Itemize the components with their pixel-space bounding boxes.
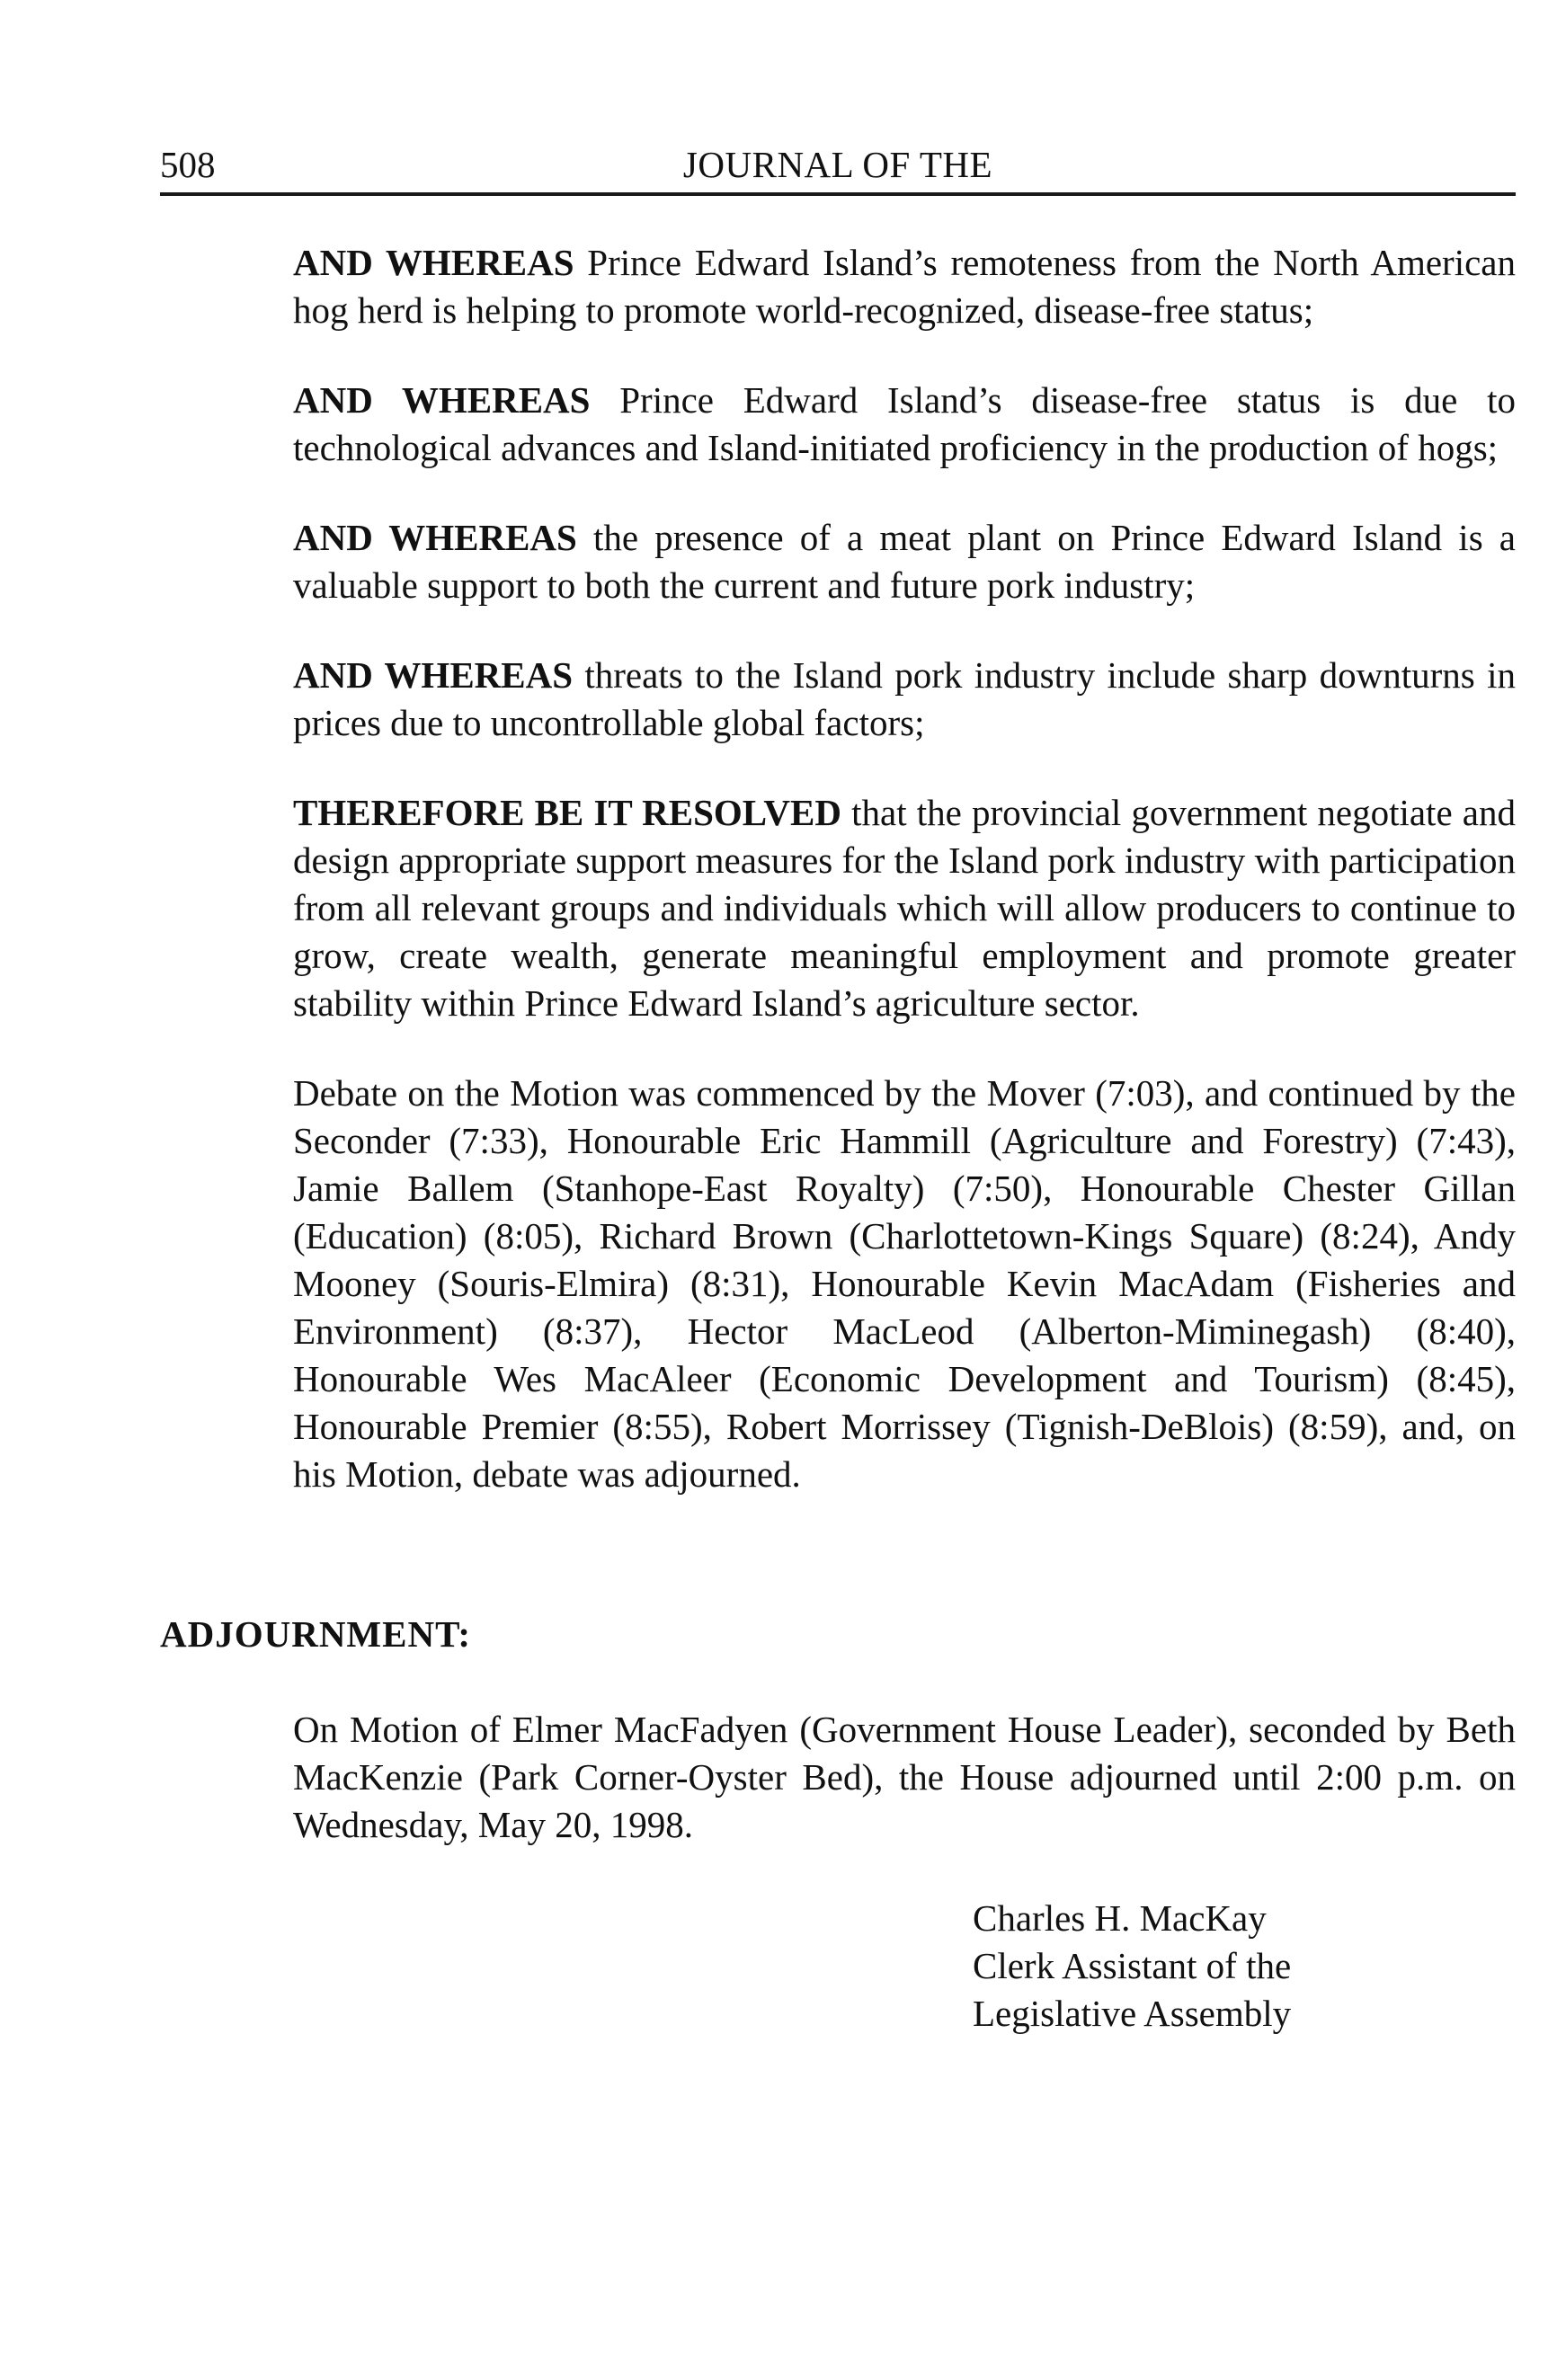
clause-lead: AND WHEREAS [293,242,574,283]
clause-text: threats to the Island pork industry include sharp downturns in prices due to uncontrollable global factors; [293,654,1516,743]
clause-lead: AND WHEREAS [293,379,591,421]
motion-body [293,239,1516,1541]
signature-block [973,1895,1291,2038]
clause-text: Prince Edward Island’s disease-free status is due to technological advances and Island-initiated proficiency in the production of hogs; [293,379,1516,468]
clause-text: Prince Edward Island’s remoteness from the North American hog herd is helping to promote world-recognized, disease-free status; [293,242,1516,331]
running-head [160,142,1516,196]
whereas-clause-2 [293,377,1516,472]
whereas-clause-3 [293,514,1516,609]
debate-paragraph: Debate on the Motion was commenced by the Mover (7:03), and continued by the Seconder (7:33), Honourable Eric Hammill (Agriculture and Forestry) (7:43), Jamie Ballem (Stanhope-East Royalty) (7:50), Honourable Chester Gillan (Education) (8:05), Richard Brown (Charlottetown-Kings Square) (8:24), Andy Mooney (Souris-Elmira) (8:31), Honourable Kevin MacAdam (Fisheries and Environment) (8:37), Hector MacLeod (Alberton-Miminegash) (8:40), Honourable Wes MacAleer (Economic Development and Tourism) (8:45), Honourable Premier (8:55), Robert Morrissey (Tignish-DeBlois) (8:59), and, on his Motion, debate was adjourned. [293,1072,1516,1495]
journal-title: JOURNAL OF THE [682,144,993,185]
clause-text: that the provincial government negotiate and design appropriate support measures for the Island pork industry with participation from all relevant groups and individuals which will allow producers to continue to grow, create wealth, generate meaningful employment and promote greater stability within Prince Edward Island’s agriculture sector. [293,792,1517,1024]
page-number: 508 [160,144,216,185]
adjournment-paragraph: On Motion of Elmer MacFadyen (Government House Leader), seconded by Beth MacKenzie (Park Corner-Oyster Bed), the House adjourned until 2:00 p.m. on Wednesday, May 20, 1998. [293,1709,1516,1845]
signatory-title: Legislative Assembly [973,1993,1292,2034]
adjournment-heading: ADJOURNMENT: [160,1613,472,1655]
clause-lead: AND WHEREAS [293,654,574,696]
clause-text: the presence of a meat plant on Prince Edward Island is a valuable support to both the current and future pork industry; [293,517,1516,606]
whereas-clause-4 [293,652,1516,747]
resolution-clause [293,789,1516,1027]
signatory-name: Charles H. MacKay [973,1897,1267,1939]
signatory-title: Clerk Assistant of the [973,1945,1292,1986]
whereas-clause-1 [293,239,1516,334]
clause-lead: AND WHEREAS [293,517,577,558]
clause-lead: THEREFORE BE IT RESOLVED [293,792,841,833]
